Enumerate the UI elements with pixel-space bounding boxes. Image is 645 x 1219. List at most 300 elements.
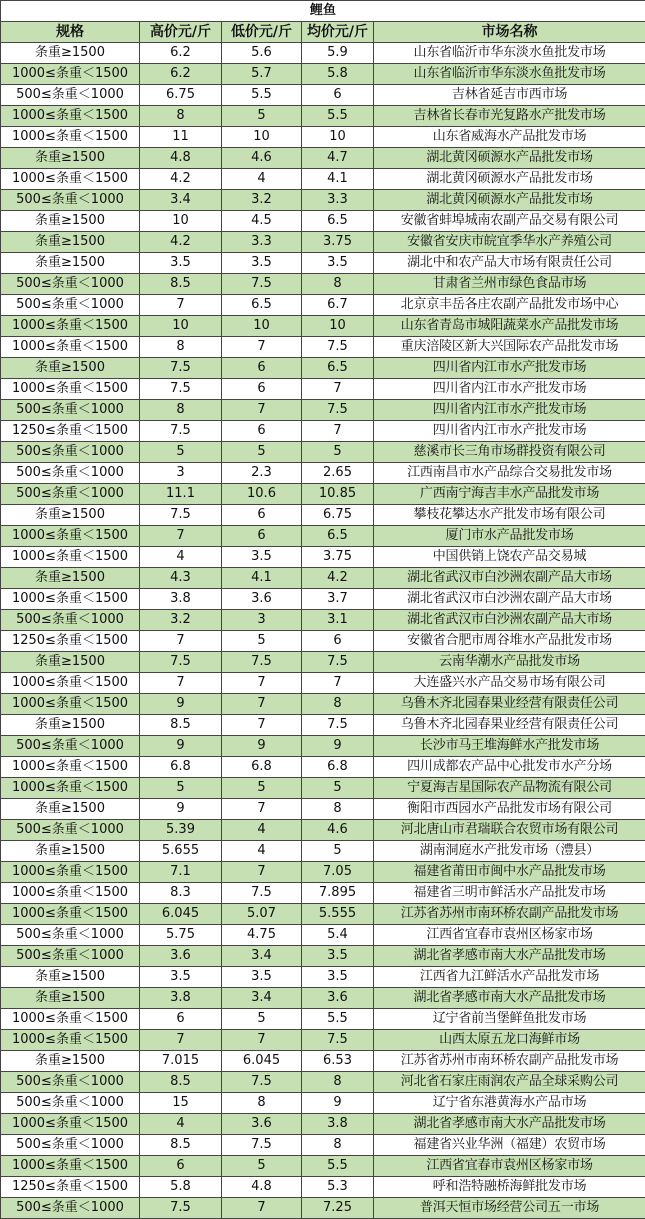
high-price-cell: 6.045 bbox=[140, 904, 222, 925]
high-price-cell: 8.5 bbox=[140, 1135, 222, 1156]
spec-cell: 条重≥1500 bbox=[1, 253, 140, 274]
avg-price-cell: 7.5 bbox=[302, 337, 374, 358]
spec-cell: 1000≤条重＜1500 bbox=[1, 526, 140, 547]
avg-price-cell: 8 bbox=[302, 1072, 374, 1093]
market-name-cell: 山东省临沂市华东淡水鱼批发市场 bbox=[374, 64, 645, 85]
high-price-cell: 3 bbox=[140, 463, 222, 484]
avg-price-cell: 5.8 bbox=[302, 64, 374, 85]
market-name-cell: 湖南洞庭水产批发市场（澧县） bbox=[374, 841, 645, 862]
table-row bbox=[1, 841, 645, 862]
table-row bbox=[1, 274, 645, 295]
market-name-cell: 湖北省武汉市白沙洲农副产品大市场 bbox=[374, 568, 645, 589]
spec-cell: 500≤条重＜1000 bbox=[1, 484, 140, 505]
spec-cell: 1000≤条重＜1500 bbox=[1, 337, 140, 358]
market-name-cell: 湖北黄冈硕源水产品批发市场 bbox=[374, 169, 645, 190]
market-name-cell: 江西省九江鲜活水产品批发市场 bbox=[374, 967, 645, 988]
spec-cell: 条重≥1500 bbox=[1, 799, 140, 820]
spec-cell: 1000≤条重＜1500 bbox=[1, 673, 140, 694]
market-name-cell: 江苏省苏州市南环桥农副产品批发市场 bbox=[374, 904, 645, 925]
avg-price-cell: 4.1 bbox=[302, 169, 374, 190]
spec-cell: 1000≤条重＜1500 bbox=[1, 1156, 140, 1177]
avg-price-cell: 6 bbox=[302, 85, 374, 106]
low-price-cell: 3.5 bbox=[222, 967, 302, 988]
table-body bbox=[1, 43, 645, 1219]
table-row bbox=[1, 1051, 645, 1072]
low-price-cell: 5 bbox=[222, 1156, 302, 1177]
low-price-cell: 5 bbox=[222, 631, 302, 652]
high-price-cell: 3.4 bbox=[140, 190, 222, 211]
table-row bbox=[1, 337, 645, 358]
spec-cell: 1000≤条重＜1500 bbox=[1, 547, 140, 568]
spec-cell: 500≤条重＜1000 bbox=[1, 274, 140, 295]
market-name-cell: 广西南宁海吉丰水产品批发市场 bbox=[374, 484, 645, 505]
low-price-cell: 7 bbox=[222, 799, 302, 820]
high-price-cell: 6.8 bbox=[140, 757, 222, 778]
avg-price-cell: 3.3 bbox=[302, 190, 374, 211]
table-row bbox=[1, 127, 645, 148]
low-price-cell: 5 bbox=[222, 106, 302, 127]
high-price-cell: 8 bbox=[140, 106, 222, 127]
market-name-cell: 攀枝花攀达水产批发市场有限公司 bbox=[374, 505, 645, 526]
market-name-cell: 辽宁省东港黄海水产品市场 bbox=[374, 1093, 645, 1114]
avg-price-cell: 7.5 bbox=[302, 652, 374, 673]
high-price-cell: 5.655 bbox=[140, 841, 222, 862]
low-price-cell: 6 bbox=[222, 358, 302, 379]
avg-price-cell: 5.3 bbox=[302, 1177, 374, 1198]
spec-cell: 1000≤条重＜1500 bbox=[1, 1009, 140, 1030]
market-name-cell: 湖北省孝感市南大水产品批发市场 bbox=[374, 988, 645, 1009]
market-name-cell: 北京京丰岳各庄农副产品批发市场中心 bbox=[374, 295, 645, 316]
market-name-cell: 四川成都农产品中心批发市水产分场 bbox=[374, 757, 645, 778]
avg-price-cell: 6 bbox=[302, 631, 374, 652]
high-price-cell: 7.5 bbox=[140, 358, 222, 379]
high-price-cell: 9 bbox=[140, 799, 222, 820]
spec-cell: 1000≤条重＜1500 bbox=[1, 169, 140, 190]
high-price-cell: 7.1 bbox=[140, 862, 222, 883]
high-price-cell: 6 bbox=[140, 1009, 222, 1030]
header-low-price: 低价元/斤 bbox=[222, 22, 302, 43]
avg-price-cell: 6.5 bbox=[302, 358, 374, 379]
market-name-cell: 普洱天恒市场经营公司五一市场 bbox=[374, 1198, 645, 1219]
low-price-cell: 6 bbox=[222, 505, 302, 526]
market-name-cell: 甘肃省兰州市绿色食品市场 bbox=[374, 274, 645, 295]
high-price-cell: 5.39 bbox=[140, 820, 222, 841]
high-price-cell: 3.8 bbox=[140, 988, 222, 1009]
title-row bbox=[1, 1, 645, 22]
high-price-cell: 3.2 bbox=[140, 610, 222, 631]
spec-cell: 500≤条重＜1000 bbox=[1, 820, 140, 841]
low-price-cell: 7.5 bbox=[222, 883, 302, 904]
spec-cell: 条重≥1500 bbox=[1, 652, 140, 673]
market-name-cell: 安徽省合肥市周谷堆水产品批发市场 bbox=[374, 631, 645, 652]
market-name-cell: 长沙市马王堆海鲜水产批发市场 bbox=[374, 736, 645, 757]
avg-price-cell: 5 bbox=[302, 841, 374, 862]
spec-cell: 1000≤条重＜1500 bbox=[1, 379, 140, 400]
table-row bbox=[1, 1009, 645, 1030]
avg-price-cell: 7 bbox=[302, 379, 374, 400]
header-spec: 规格 bbox=[1, 22, 140, 43]
spec-cell: 1000≤条重＜1500 bbox=[1, 904, 140, 925]
market-name-cell: 吉林省长春市光复路水产批发市场 bbox=[374, 106, 645, 127]
table-row bbox=[1, 442, 645, 463]
table-row bbox=[1, 1135, 645, 1156]
low-price-cell: 3 bbox=[222, 610, 302, 631]
low-price-cell: 3.4 bbox=[222, 988, 302, 1009]
market-name-cell: 湖北黄冈硕源水产品批发市场 bbox=[374, 190, 645, 211]
table-row bbox=[1, 673, 645, 694]
low-price-cell: 7 bbox=[222, 715, 302, 736]
avg-price-cell: 9 bbox=[302, 1093, 374, 1114]
table-row bbox=[1, 967, 645, 988]
market-name-cell: 安徽省蚌埠城南农副产品交易有限公司 bbox=[374, 211, 645, 232]
market-name-cell: 江西南昌市水产品综合交易批发市场 bbox=[374, 463, 645, 484]
spec-cell: 500≤条重＜1000 bbox=[1, 1093, 140, 1114]
avg-price-cell: 7.05 bbox=[302, 862, 374, 883]
avg-price-cell: 9 bbox=[302, 736, 374, 757]
table-row bbox=[1, 1072, 645, 1093]
market-name-cell: 吉林省延吉市西市场 bbox=[374, 85, 645, 106]
avg-price-cell: 3.5 bbox=[302, 253, 374, 274]
low-price-cell: 3.6 bbox=[222, 589, 302, 610]
header-row bbox=[1, 22, 645, 43]
avg-price-cell: 7.5 bbox=[302, 715, 374, 736]
high-price-cell: 4.8 bbox=[140, 148, 222, 169]
low-price-cell: 4 bbox=[222, 169, 302, 190]
table-row bbox=[1, 610, 645, 631]
table-row bbox=[1, 43, 645, 64]
avg-price-cell: 4.7 bbox=[302, 148, 374, 169]
low-price-cell: 6 bbox=[222, 421, 302, 442]
high-price-cell: 6.2 bbox=[140, 43, 222, 64]
high-price-cell: 4.2 bbox=[140, 169, 222, 190]
market-name-cell: 乌鲁木齐北园春果业经营有限责任公司 bbox=[374, 694, 645, 715]
low-price-cell: 4.6 bbox=[222, 148, 302, 169]
table-row bbox=[1, 652, 645, 673]
low-price-cell: 5 bbox=[222, 442, 302, 463]
spec-cell: 条重≥1500 bbox=[1, 988, 140, 1009]
table-row bbox=[1, 778, 645, 799]
market-name-cell: 湖北省武汉市白沙洲农副产品大市场 bbox=[374, 589, 645, 610]
avg-price-cell: 4.6 bbox=[302, 820, 374, 841]
low-price-cell: 4.5 bbox=[222, 211, 302, 232]
low-price-cell: 4.75 bbox=[222, 925, 302, 946]
table-row bbox=[1, 1198, 645, 1219]
spec-cell: 500≤条重＜1000 bbox=[1, 925, 140, 946]
table-row bbox=[1, 988, 645, 1009]
market-name-cell: 湖北省孝感市南大水产品批发市场 bbox=[374, 1114, 645, 1135]
table-row bbox=[1, 799, 645, 820]
low-price-cell: 7 bbox=[222, 400, 302, 421]
avg-price-cell: 5 bbox=[302, 442, 374, 463]
low-price-cell: 7 bbox=[222, 337, 302, 358]
spec-cell: 1000≤条重＜1500 bbox=[1, 757, 140, 778]
low-price-cell: 4.8 bbox=[222, 1177, 302, 1198]
avg-price-cell: 2.65 bbox=[302, 463, 374, 484]
low-price-cell: 5.6 bbox=[222, 43, 302, 64]
high-price-cell: 4 bbox=[140, 1114, 222, 1135]
high-price-cell: 4.2 bbox=[140, 232, 222, 253]
high-price-cell: 7 bbox=[140, 631, 222, 652]
market-name-cell: 江苏省苏州市南环桥农副产品批发市场 bbox=[374, 1051, 645, 1072]
spec-cell: 条重≥1500 bbox=[1, 715, 140, 736]
avg-price-cell: 3.75 bbox=[302, 547, 374, 568]
low-price-cell: 6.045 bbox=[222, 1051, 302, 1072]
high-price-cell: 15 bbox=[140, 1093, 222, 1114]
avg-price-cell: 3.1 bbox=[302, 610, 374, 631]
high-price-cell: 6.75 bbox=[140, 85, 222, 106]
market-name-cell: 安徽省安庆市皖宜季华水产养殖公司 bbox=[374, 232, 645, 253]
market-name-cell: 山东省临沂市华东淡水鱼批发市场 bbox=[374, 43, 645, 64]
market-name-cell: 衡阳市西园水产品批发市场有限公司 bbox=[374, 799, 645, 820]
table-row bbox=[1, 526, 645, 547]
market-name-cell: 福建省三明市鲜活水产品批发市场 bbox=[374, 883, 645, 904]
table-row bbox=[1, 820, 645, 841]
table-row bbox=[1, 211, 645, 232]
spec-cell: 条重≥1500 bbox=[1, 1051, 140, 1072]
low-price-cell: 5 bbox=[222, 778, 302, 799]
low-price-cell: 3.6 bbox=[222, 1114, 302, 1135]
high-price-cell: 4 bbox=[140, 547, 222, 568]
table-row bbox=[1, 904, 645, 925]
low-price-cell: 3.5 bbox=[222, 547, 302, 568]
high-price-cell: 3.8 bbox=[140, 589, 222, 610]
avg-price-cell: 3.5 bbox=[302, 967, 374, 988]
avg-price-cell: 7 bbox=[302, 421, 374, 442]
high-price-cell: 11 bbox=[140, 127, 222, 148]
avg-price-cell: 6.7 bbox=[302, 295, 374, 316]
market-name-cell: 厦门市水产品批发市场 bbox=[374, 526, 645, 547]
low-price-cell: 6.8 bbox=[222, 757, 302, 778]
high-price-cell: 4.3 bbox=[140, 568, 222, 589]
low-price-cell: 4 bbox=[222, 820, 302, 841]
market-name-cell: 辽宁省前当堡鲜鱼批发市场 bbox=[374, 1009, 645, 1030]
table-row bbox=[1, 64, 645, 85]
low-price-cell: 6 bbox=[222, 526, 302, 547]
low-price-cell: 5 bbox=[222, 1009, 302, 1030]
spec-cell: 500≤条重＜1000 bbox=[1, 1072, 140, 1093]
market-name-cell: 山东省威海水产品批发市场 bbox=[374, 127, 645, 148]
table-title: 鲤鱼 bbox=[1, 1, 645, 22]
spec-cell: 500≤条重＜1000 bbox=[1, 610, 140, 631]
spec-cell: 条重≥1500 bbox=[1, 43, 140, 64]
avg-price-cell: 8 bbox=[302, 274, 374, 295]
high-price-cell: 11.1 bbox=[140, 484, 222, 505]
spec-cell: 1000≤条重＜1500 bbox=[1, 1030, 140, 1051]
spec-cell: 条重≥1500 bbox=[1, 568, 140, 589]
market-name-cell: 山西太原五龙口海鲜市场 bbox=[374, 1030, 645, 1051]
avg-price-cell: 6.5 bbox=[302, 211, 374, 232]
avg-price-cell: 3.6 bbox=[302, 988, 374, 1009]
avg-price-cell: 6.8 bbox=[302, 757, 374, 778]
market-name-cell: 湖北省孝感市南大水产品批发市场 bbox=[374, 946, 645, 967]
spec-cell: 500≤条重＜1000 bbox=[1, 463, 140, 484]
low-price-cell: 8 bbox=[222, 1093, 302, 1114]
spec-cell: 条重≥1500 bbox=[1, 358, 140, 379]
market-name-cell: 河北唐山市君瑞联合农贸市场有限公司 bbox=[374, 820, 645, 841]
high-price-cell: 8 bbox=[140, 400, 222, 421]
avg-price-cell: 6.75 bbox=[302, 505, 374, 526]
high-price-cell: 9 bbox=[140, 736, 222, 757]
table-row bbox=[1, 190, 645, 211]
market-name-cell: 湖北中和农产品大市场有限责任公司 bbox=[374, 253, 645, 274]
high-price-cell: 7.5 bbox=[140, 379, 222, 400]
table-row bbox=[1, 547, 645, 568]
market-name-cell: 中国供销上饶农产品交易城 bbox=[374, 547, 645, 568]
high-price-cell: 7 bbox=[140, 1030, 222, 1051]
high-price-cell: 6.2 bbox=[140, 64, 222, 85]
spec-cell: 500≤条重＜1000 bbox=[1, 400, 140, 421]
spec-cell: 条重≥1500 bbox=[1, 841, 140, 862]
low-price-cell: 4 bbox=[222, 841, 302, 862]
table-row bbox=[1, 169, 645, 190]
spec-cell: 1000≤条重＜1500 bbox=[1, 1114, 140, 1135]
table-row bbox=[1, 85, 645, 106]
high-price-cell: 7.5 bbox=[140, 505, 222, 526]
low-price-cell: 3.4 bbox=[222, 946, 302, 967]
high-price-cell: 10 bbox=[140, 316, 222, 337]
avg-price-cell: 6.53 bbox=[302, 1051, 374, 1072]
high-price-cell: 6 bbox=[140, 1156, 222, 1177]
high-price-cell: 5 bbox=[140, 442, 222, 463]
market-name-cell: 江西省宜春市袁州区杨家市场 bbox=[374, 925, 645, 946]
low-price-cell: 6 bbox=[222, 379, 302, 400]
low-price-cell: 6.5 bbox=[222, 295, 302, 316]
avg-price-cell: 8 bbox=[302, 1135, 374, 1156]
spec-cell: 1000≤条重＜1500 bbox=[1, 127, 140, 148]
market-name-cell: 大连盛兴水产品交易市场有限公司 bbox=[374, 673, 645, 694]
avg-price-cell: 3.5 bbox=[302, 946, 374, 967]
avg-price-cell: 3.8 bbox=[302, 1114, 374, 1135]
table-row bbox=[1, 757, 645, 778]
spec-cell: 1000≤条重＜1500 bbox=[1, 694, 140, 715]
high-price-cell: 3.5 bbox=[140, 253, 222, 274]
table-row bbox=[1, 484, 645, 505]
high-price-cell: 8.3 bbox=[140, 883, 222, 904]
market-name-cell: 云南华潮水产品批发市场 bbox=[374, 652, 645, 673]
low-price-cell: 7.5 bbox=[222, 1135, 302, 1156]
low-price-cell: 10.6 bbox=[222, 484, 302, 505]
high-price-cell: 7 bbox=[140, 673, 222, 694]
market-name-cell: 山东省青岛市城阳蔬菜水产品批发市场 bbox=[374, 316, 645, 337]
low-price-cell: 3.2 bbox=[222, 190, 302, 211]
market-name-cell: 福建省兴业华洲（福建）农贸市场 bbox=[374, 1135, 645, 1156]
avg-price-cell: 5.5 bbox=[302, 1009, 374, 1030]
table-row bbox=[1, 400, 645, 421]
high-price-cell: 5 bbox=[140, 778, 222, 799]
low-price-cell: 10 bbox=[222, 316, 302, 337]
table-row bbox=[1, 946, 645, 967]
high-price-cell: 7.015 bbox=[140, 1051, 222, 1072]
table-row bbox=[1, 736, 645, 757]
avg-price-cell: 5 bbox=[302, 778, 374, 799]
header-avg-price: 均价元/斤 bbox=[302, 22, 374, 43]
spec-cell: 500≤条重＜1000 bbox=[1, 442, 140, 463]
avg-price-cell: 7.5 bbox=[302, 400, 374, 421]
avg-price-cell: 10.85 bbox=[302, 484, 374, 505]
low-price-cell: 7 bbox=[222, 673, 302, 694]
market-name-cell: 四川省内江市水产批发市场 bbox=[374, 400, 645, 421]
market-name-cell: 江西省宜春市袁州区杨家市场 bbox=[374, 1156, 645, 1177]
table-row bbox=[1, 379, 645, 400]
low-price-cell: 5.7 bbox=[222, 64, 302, 85]
table-row bbox=[1, 232, 645, 253]
high-price-cell: 7.5 bbox=[140, 421, 222, 442]
high-price-cell: 8.5 bbox=[140, 274, 222, 295]
spec-cell: 500≤条重＜1000 bbox=[1, 85, 140, 106]
avg-price-cell: 5.555 bbox=[302, 904, 374, 925]
avg-price-cell: 10 bbox=[302, 316, 374, 337]
high-price-cell: 3.5 bbox=[140, 967, 222, 988]
table-row bbox=[1, 715, 645, 736]
high-price-cell: 7 bbox=[140, 526, 222, 547]
spec-cell: 1000≤条重＜1500 bbox=[1, 589, 140, 610]
avg-price-cell: 8 bbox=[302, 694, 374, 715]
table-row bbox=[1, 421, 645, 442]
table-row bbox=[1, 589, 645, 610]
market-name-cell: 湖北省武汉市白沙洲农副产品大市场 bbox=[374, 610, 645, 631]
low-price-cell: 9 bbox=[222, 736, 302, 757]
header-market-name: 市场名称 bbox=[374, 22, 645, 43]
avg-price-cell: 6.5 bbox=[302, 526, 374, 547]
table-row bbox=[1, 1177, 645, 1198]
table-row bbox=[1, 1030, 645, 1051]
spec-cell: 1250≤条重＜1500 bbox=[1, 631, 140, 652]
low-price-cell: 3.5 bbox=[222, 253, 302, 274]
table-row bbox=[1, 148, 645, 169]
avg-price-cell: 5.4 bbox=[302, 925, 374, 946]
spec-cell: 1000≤条重＜1500 bbox=[1, 883, 140, 904]
high-price-cell: 7 bbox=[140, 295, 222, 316]
low-price-cell: 7.5 bbox=[222, 652, 302, 673]
low-price-cell: 4.1 bbox=[222, 568, 302, 589]
high-price-cell: 8 bbox=[140, 337, 222, 358]
low-price-cell: 5.07 bbox=[222, 904, 302, 925]
avg-price-cell: 5.9 bbox=[302, 43, 374, 64]
low-price-cell: 3.3 bbox=[222, 232, 302, 253]
low-price-cell: 7 bbox=[222, 694, 302, 715]
table-row bbox=[1, 106, 645, 127]
low-price-cell: 7 bbox=[222, 1030, 302, 1051]
table-row bbox=[1, 862, 645, 883]
spec-cell: 1000≤条重＜1500 bbox=[1, 106, 140, 127]
table-row bbox=[1, 316, 645, 337]
spec-cell: 1250≤条重＜1500 bbox=[1, 1177, 140, 1198]
table-row bbox=[1, 295, 645, 316]
table-row bbox=[1, 631, 645, 652]
market-name-cell: 宁夏海吉星国际农产品物流有限公司 bbox=[374, 778, 645, 799]
avg-price-cell: 3.7 bbox=[302, 589, 374, 610]
spec-cell: 条重≥1500 bbox=[1, 211, 140, 232]
spec-cell: 1000≤条重＜1500 bbox=[1, 316, 140, 337]
high-price-cell: 10 bbox=[140, 211, 222, 232]
spec-cell: 条重≥1500 bbox=[1, 148, 140, 169]
header-high-price: 高价元/斤 bbox=[140, 22, 222, 43]
table-row bbox=[1, 1156, 645, 1177]
table-row bbox=[1, 1114, 645, 1135]
avg-price-cell: 7.895 bbox=[302, 883, 374, 904]
high-price-cell: 5.75 bbox=[140, 925, 222, 946]
spec-cell: 500≤条重＜1000 bbox=[1, 946, 140, 967]
table-row bbox=[1, 358, 645, 379]
low-price-cell: 10 bbox=[222, 127, 302, 148]
market-name-cell: 呼和浩特融桥海鲜批发市场 bbox=[374, 1177, 645, 1198]
market-name-cell: 河北省石家庄雨润农产品全球采购公司 bbox=[374, 1072, 645, 1093]
table-row bbox=[1, 1093, 645, 1114]
market-name-cell: 四川省内江市水产批发市场 bbox=[374, 358, 645, 379]
spec-cell: 500≤条重＜1000 bbox=[1, 736, 140, 757]
spec-cell: 500≤条重＜1000 bbox=[1, 190, 140, 211]
high-price-cell: 8.5 bbox=[140, 715, 222, 736]
